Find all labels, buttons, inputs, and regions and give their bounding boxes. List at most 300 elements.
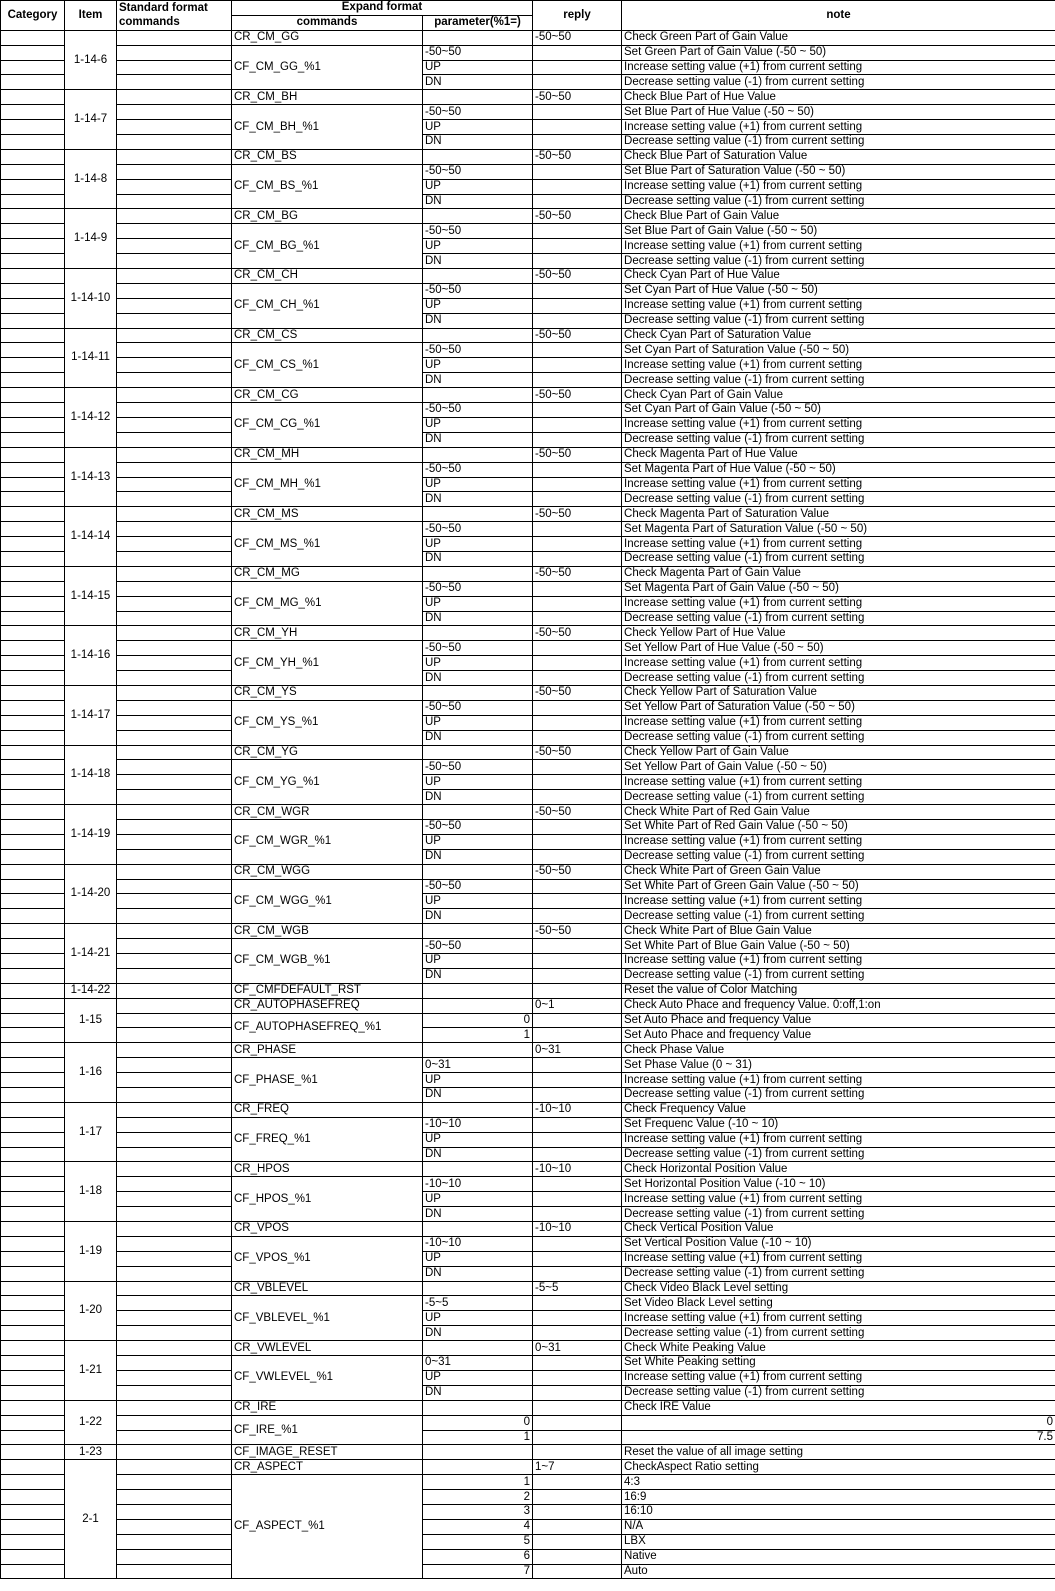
category-cell [1,1534,65,1549]
category-cell [1,1147,65,1162]
parameter-cell: DN [423,313,533,328]
standard-command-cell [117,1370,232,1385]
note-cell: Increase setting value (+1) from current setting [622,1132,1055,1147]
table-row [1,834,1055,849]
category-cell [1,626,65,641]
reply-cell [533,45,622,60]
item-cell: 1-14-6 [65,30,117,90]
parameter-cell: UP [423,1311,533,1326]
reply-cell [533,1549,622,1564]
reply-cell [533,551,622,566]
standard-command-cell [117,1341,232,1356]
reply-cell [533,343,622,358]
reply-cell [533,790,622,805]
standard-command-cell [117,924,232,939]
item-cell: 1-14-21 [65,924,117,984]
table-row [1,164,1055,179]
standard-command-cell [117,477,232,492]
parameter-cell: -50~50 [423,939,533,954]
reply-cell [533,1058,622,1073]
table-row [1,894,1055,909]
note-cell: Increase setting value (+1) from current setting [622,1311,1055,1326]
standard-command-cell [117,939,232,954]
category-cell [1,1430,65,1445]
parameter-cell: 1 [423,1430,533,1445]
note-cell: Decrease setting value (-1) from current setting [622,1147,1055,1162]
expand-command-cell: CF_VWLEVEL_%1 [232,1356,423,1401]
parameter-cell: UP [423,715,533,730]
standard-command-cell [117,209,232,224]
reply-cell [533,954,622,969]
category-cell [1,1356,65,1371]
reply-cell: -50~50 [533,745,622,760]
note-cell: Check Blue Part of Hue Value [622,90,1055,105]
table-row [1,328,1055,343]
note-cell: Check Magenta Part of Hue Value [622,447,1055,462]
table-row [1,462,1055,477]
note-cell: Decrease setting value (-1) from current setting [622,671,1055,686]
note-cell: Decrease setting value (-1) from current setting [622,432,1055,447]
parameter-cell: DN [423,492,533,507]
reply-cell: -50~50 [533,507,622,522]
category-cell [1,819,65,834]
standard-command-cell [117,358,232,373]
parameter-cell [423,1281,533,1296]
standard-command-cell [117,745,232,760]
table-row [1,1162,1055,1177]
reply-cell [533,417,622,432]
standard-command-cell [117,224,232,239]
parameter-cell [423,566,533,581]
standard-command-cell [117,1207,232,1222]
parameter-cell [423,626,533,641]
category-cell [1,1102,65,1117]
category-cell [1,641,65,656]
category-cell [1,745,65,760]
reply-cell: -50~50 [533,209,622,224]
category-cell [1,120,65,135]
standard-command-cell [117,537,232,552]
category-cell [1,298,65,313]
note-cell: Decrease setting value (-1) from current setting [622,313,1055,328]
note-cell: Check White Part of Green Gain Value [622,864,1055,879]
reply-cell [533,1475,622,1490]
standard-command-cell [117,1534,232,1549]
expand-command-cell: CR_AUTOPHASEFREQ [232,998,423,1013]
expand-command-cell: CF_FREQ_%1 [232,1117,423,1162]
note-cell: Increase setting value (+1) from current setting [622,656,1055,671]
note-cell: Native [622,1549,1055,1564]
table-row [1,656,1055,671]
category-cell [1,1385,65,1400]
table-row [1,641,1055,656]
table-row [1,239,1055,254]
expand-command-cell: CF_VPOS_%1 [232,1236,423,1281]
item-cell: 1-14-8 [65,149,117,209]
category-cell [1,447,65,462]
note-cell: Check Green Part of Gain Value [622,30,1055,45]
expand-command-cell: CF_VBLEVEL_%1 [232,1296,423,1341]
expand-command-cell: CR_CM_CH [232,269,423,284]
table-row [1,90,1055,105]
reply-cell [533,656,622,671]
table-row [1,1222,1055,1237]
item-cell: 1-16 [65,1043,117,1103]
table-row [1,998,1055,1013]
table-row [1,671,1055,686]
table-row [1,477,1055,492]
expand-command-cell: CF_CM_MG_%1 [232,581,423,626]
standard-command-cell [117,1266,232,1281]
reply-cell [533,1147,622,1162]
category-cell [1,596,65,611]
standard-command-cell [117,373,232,388]
parameter-cell [423,447,533,462]
expand-command-cell: CF_IMAGE_RESET [232,1445,423,1460]
category-cell [1,1177,65,1192]
note-cell: Check Vertical Position Value [622,1222,1055,1237]
standard-command-cell [117,120,232,135]
note-cell: 4:3 [622,1475,1055,1490]
category-cell [1,477,65,492]
parameter-cell: UP [423,894,533,909]
reply-cell [533,1326,622,1341]
table-row [1,775,1055,790]
table-row [1,730,1055,745]
standard-command-cell [117,388,232,403]
reply-cell: -50~50 [533,328,622,343]
table-row [1,224,1055,239]
category-cell [1,1400,65,1415]
note-cell: Check Yellow Part of Saturation Value [622,685,1055,700]
parameter-cell [423,1445,533,1460]
parameter-cell: UP [423,239,533,254]
table-row [1,819,1055,834]
standard-command-cell [117,1356,232,1371]
reply-cell [533,254,622,269]
table-row [1,313,1055,328]
parameter-cell: DN [423,909,533,924]
standard-command-cell [117,551,232,566]
note-cell: Check Blue Part of Saturation Value [622,149,1055,164]
reply-cell [533,1564,622,1579]
parameter-cell: UP [423,1192,533,1207]
note-cell: Set Magenta Part of Hue Value (-50 ~ 50) [622,462,1055,477]
note-cell: Increase setting value (+1) from current setting [622,537,1055,552]
parameter-cell: UP [423,1251,533,1266]
parameter-cell: -50~50 [423,641,533,656]
note-cell: Check Magenta Part of Gain Value [622,566,1055,581]
reply-cell [533,1311,622,1326]
reply-cell [533,700,622,715]
table-row [1,1192,1055,1207]
note-cell: Check Blue Part of Gain Value [622,209,1055,224]
table-row [1,403,1055,418]
standard-command-cell [117,1251,232,1266]
standard-command-cell [117,909,232,924]
parameter-cell: -50~50 [423,522,533,537]
parameter-cell: UP [423,775,533,790]
note-cell: Increase setting value (+1) from current setting [622,834,1055,849]
reply-cell [533,239,622,254]
category-cell [1,388,65,403]
expand-command-cell: CR_PHASE [232,1043,423,1058]
parameter-cell [423,1341,533,1356]
note-cell: Increase setting value (+1) from current setting [622,417,1055,432]
reply-cell [533,819,622,834]
note-cell: Check White Part of Red Gain Value [622,805,1055,820]
parameter-cell: DN [423,1207,533,1222]
reply-cell [533,581,622,596]
table-row [1,983,1055,998]
standard-command-cell [117,954,232,969]
table-row [1,1415,1055,1430]
table-row [1,269,1055,284]
note-cell: Increase setting value (+1) from current setting [622,358,1055,373]
expand-command-cell: CF_CM_WGG_%1 [232,879,423,924]
standard-command-cell [117,894,232,909]
table-body [1,30,1055,1579]
expand-command-cell: CF_CM_WGB_%1 [232,939,423,984]
expand-command-cell: CF_CM_YS_%1 [232,700,423,745]
item-cell: 1-23 [65,1445,117,1460]
note-cell: Decrease setting value (-1) from current setting [622,730,1055,745]
expand-command-cell: CF_CM_CS_%1 [232,343,423,388]
table-row [1,968,1055,983]
category-cell [1,105,65,120]
note-cell: Increase setting value (+1) from current setting [622,596,1055,611]
expand-command-cell: CR_FREQ [232,1102,423,1117]
expand-command-cell: CR_VPOS [232,1222,423,1237]
category-cell [1,403,65,418]
table-row [1,581,1055,596]
standard-command-cell [117,343,232,358]
standard-command-cell [117,1117,232,1132]
standard-command-cell [117,1147,232,1162]
parameter-cell: -50~50 [423,581,533,596]
category-cell [1,1207,65,1222]
table-row [1,447,1055,462]
expand-command-cell: CF_CM_WGR_%1 [232,819,423,864]
category-cell [1,90,65,105]
table-row [1,909,1055,924]
item-cell: 1-14-20 [65,864,117,924]
category-cell [1,760,65,775]
reply-cell [533,1400,622,1415]
table-row [1,1475,1055,1490]
standard-command-cell [117,1192,232,1207]
standard-command-cell [117,656,232,671]
note-cell: Decrease setting value (-1) from current setting [622,790,1055,805]
reply-cell: -5~5 [533,1281,622,1296]
reply-cell [533,760,622,775]
parameter-cell: DN [423,730,533,745]
category-cell [1,149,65,164]
category-cell [1,775,65,790]
item-cell: 1-14-15 [65,566,117,626]
table-row [1,1356,1055,1371]
category-cell [1,894,65,909]
standard-command-cell [117,864,232,879]
reply-cell [533,1192,622,1207]
note-cell: Decrease setting value (-1) from current setting [622,551,1055,566]
reply-cell [533,1415,622,1430]
standard-command-cell [117,611,232,626]
table-row [1,1266,1055,1281]
parameter-cell: -50~50 [423,343,533,358]
item-cell: 1-22 [65,1400,117,1445]
reply-cell [533,224,622,239]
note-cell: Set White Peaking setting [622,1356,1055,1371]
category-cell [1,269,65,284]
expand-command-cell: CF_CM_CG_%1 [232,403,423,448]
parameter-cell: DN [423,790,533,805]
reply-cell [533,1088,622,1103]
parameter-cell [423,1400,533,1415]
expand-command-cell: CF_AUTOPHASEFREQ_%1 [232,1013,423,1043]
standard-command-cell [117,626,232,641]
expand-command-cell: CF_HPOS_%1 [232,1177,423,1222]
item-cell: 1-14-11 [65,328,117,388]
item-cell: 1-17 [65,1102,117,1162]
parameter-cell: UP [423,596,533,611]
category-cell [1,417,65,432]
parameter-cell: DN [423,1266,533,1281]
reply-cell [533,477,622,492]
category-cell [1,983,65,998]
note-cell: Increase setting value (+1) from current setting [622,715,1055,730]
table-row [1,790,1055,805]
expand-command-cell: CR_HPOS [232,1162,423,1177]
category-cell [1,179,65,194]
table-row [1,864,1055,879]
note-cell: 0 [622,1415,1055,1430]
category-cell [1,998,65,1013]
reply-cell: -50~50 [533,30,622,45]
standard-command-cell [117,1222,232,1237]
table-row [1,45,1055,60]
category-cell [1,834,65,849]
standard-command-cell [117,462,232,477]
header-category: Category [1,1,65,31]
category-cell [1,1460,65,1475]
parameter-cell: UP [423,1073,533,1088]
standard-command-cell [117,998,232,1013]
note-cell: Set Cyan Part of Hue Value (-50 ~ 50) [622,283,1055,298]
expand-command-cell: CF_CM_BS_%1 [232,164,423,209]
reply-cell: -50~50 [533,924,622,939]
reply-cell: -50~50 [533,388,622,403]
category-cell [1,730,65,745]
parameter-cell: 0~31 [423,1058,533,1073]
category-cell [1,1073,65,1088]
standard-command-cell [117,135,232,150]
reply-cell: -50~50 [533,805,622,820]
category-cell [1,700,65,715]
category-cell [1,879,65,894]
note-cell: Decrease setting value (-1) from current setting [622,135,1055,150]
parameter-cell [423,924,533,939]
standard-command-cell [117,313,232,328]
table-row [1,254,1055,269]
note-cell: Check Auto Phace and frequency Value. 0:off,1:on [622,998,1055,1013]
parameter-cell [423,805,533,820]
note-cell: Decrease setting value (-1) from current setting [622,849,1055,864]
standard-command-cell [117,1549,232,1564]
category-cell [1,1370,65,1385]
standard-command-cell [117,1519,232,1534]
reply-cell [533,358,622,373]
standard-command-cell [117,641,232,656]
table-row [1,537,1055,552]
parameter-cell: 0~31 [423,1356,533,1371]
note-cell: Set White Part of Green Gain Value (-50 ~ 50) [622,879,1055,894]
parameter-cell: -50~50 [423,105,533,120]
table-row [1,1519,1055,1534]
table-row [1,298,1055,313]
category-cell [1,224,65,239]
item-cell: 1-14-7 [65,90,117,150]
standard-command-cell [117,819,232,834]
note-cell: Set White Part of Red Gain Value (-50 ~ 50) [622,819,1055,834]
note-cell: Check White Part of Blue Gain Value [622,924,1055,939]
expand-command-cell: CR_CM_WGG [232,864,423,879]
table-row [1,194,1055,209]
category-cell [1,313,65,328]
category-cell [1,1415,65,1430]
note-cell: Set Blue Part of Saturation Value (-50 ~ 50) [622,164,1055,179]
reply-cell [533,522,622,537]
category-cell [1,328,65,343]
parameter-cell: DN [423,1147,533,1162]
reply-cell [533,179,622,194]
header-expand-commands: commands [232,15,423,30]
expand-command-cell: CR_CM_CG [232,388,423,403]
reply-cell [533,834,622,849]
note-cell: Decrease setting value (-1) from current setting [622,254,1055,269]
category-cell [1,1504,65,1519]
reply-cell [533,1028,622,1043]
table-row [1,551,1055,566]
table-row [1,611,1055,626]
note-cell: Check Frequency Value [622,1102,1055,1117]
standard-command-cell [117,700,232,715]
table-row [1,209,1055,224]
category-cell [1,60,65,75]
note-cell: Check Cyan Part of Hue Value [622,269,1055,284]
expand-command-cell: CR_CM_WGR [232,805,423,820]
reply-cell: -50~50 [533,90,622,105]
table-row [1,1073,1055,1088]
reply-cell: -50~50 [533,566,622,581]
standard-command-cell [117,1013,232,1028]
expand-command-cell: CR_CM_YS [232,685,423,700]
table-row [1,566,1055,581]
note-cell: Decrease setting value (-1) from current setting [622,75,1055,90]
category-cell [1,164,65,179]
standard-command-cell [117,1102,232,1117]
expand-command-cell: CF_CM_MH_%1 [232,462,423,507]
reply-cell [533,194,622,209]
table-row [1,1385,1055,1400]
note-cell: Increase setting value (+1) from current setting [622,894,1055,909]
reply-cell: -10~10 [533,1102,622,1117]
table-row [1,1058,1055,1073]
reply-cell [533,1534,622,1549]
note-cell: Check Cyan Part of Saturation Value [622,328,1055,343]
table-row [1,596,1055,611]
table-row [1,492,1055,507]
